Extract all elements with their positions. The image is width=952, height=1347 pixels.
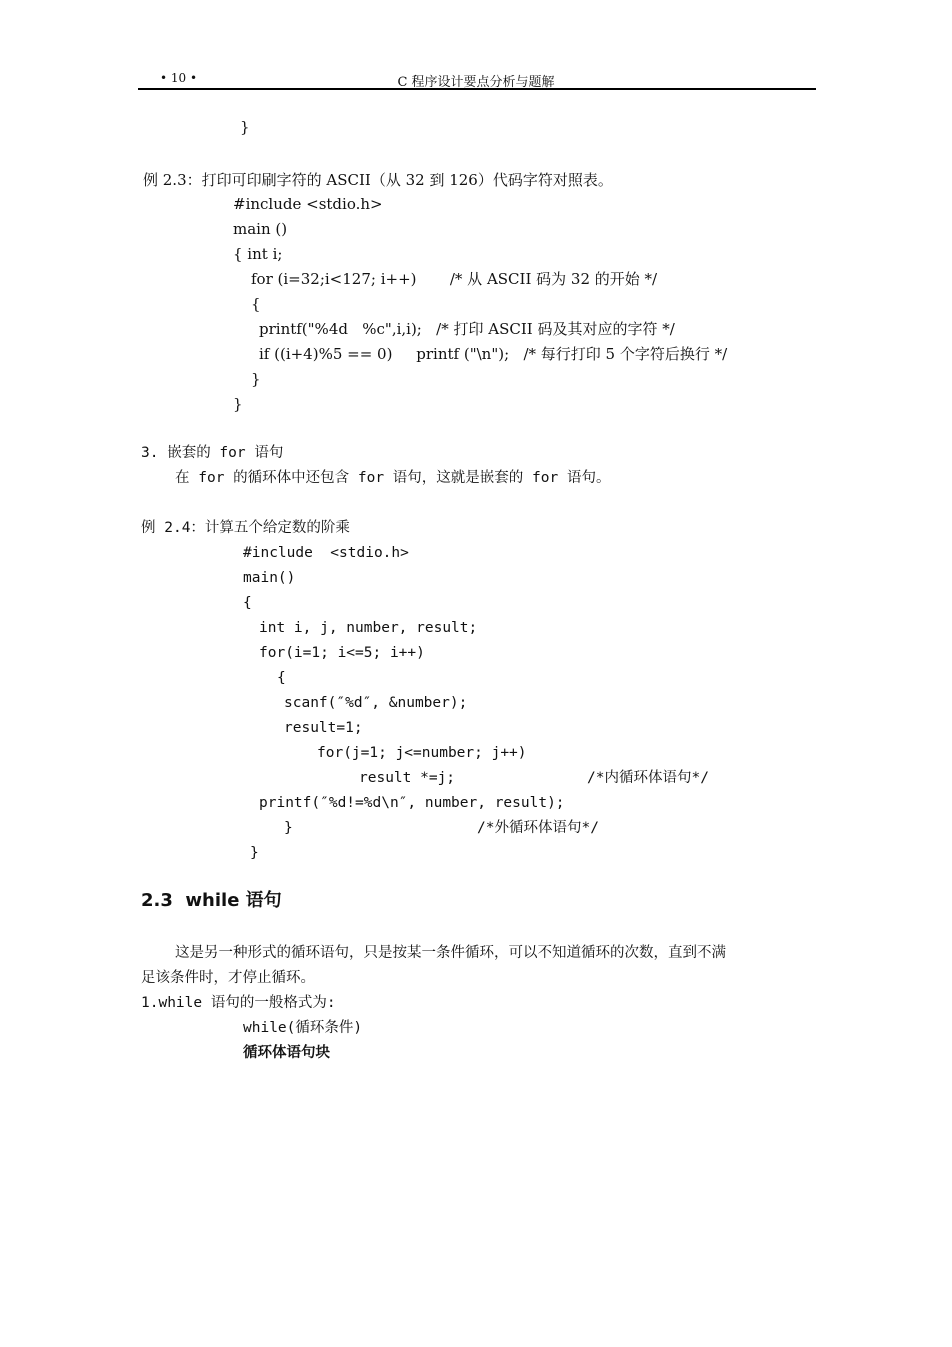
code-line: printf(″%d!=%d\n″, number, result);: [259, 795, 565, 811]
code-line: {: [277, 670, 286, 686]
section-3-body: 在 for 的循环体中还包含 for 语句，这就是嵌套的 for 语句。: [175, 470, 611, 486]
code-line: }: [251, 370, 261, 388]
paragraph-line: 足该条件时，才停止循环。: [141, 970, 315, 986]
running-title: C 程序设计要点分析与题解: [397, 75, 555, 90]
page-number: • 10 •: [160, 71, 198, 85]
code-line: #include <stdio.h>: [243, 545, 409, 561]
code-line: scanf(″%d″, &number);: [284, 695, 468, 711]
code-line: result *=j;: [359, 770, 456, 786]
example-2-3-title: 例 2.3：打印可印刷字符的 ASCII（从 32 到 126）代码字符对照表。: [143, 171, 613, 189]
code-line: printf("%4d %c",i,i); /* 打印 ASCII 码及其对应的字符 */: [259, 320, 675, 338]
code-line: result=1;: [284, 720, 363, 736]
code-line: #include <stdio.h>: [233, 195, 383, 213]
code-line: }: [233, 395, 243, 413]
code-line: if ((i+4)%5 == 0) printf ("\n"); /* 每行打印 5 个字符后换行 */: [259, 345, 728, 363]
code-line: main(): [243, 570, 296, 586]
code-comment: /*外循环体语句*/: [477, 820, 599, 836]
code-line: }: [250, 845, 259, 861]
code-line: main (): [233, 220, 288, 238]
code-line: {: [243, 595, 252, 611]
section-3-heading: 3. 嵌套的 for 语句: [141, 445, 284, 461]
section-2-3-heading: 2.3 while 语句: [141, 890, 282, 911]
while-format-heading: 1.while 语句的一般格式为:: [141, 995, 336, 1011]
code-line: for(j=1; j<=number; j++): [317, 745, 527, 761]
code-line: for(i=1; i<=5; i++): [259, 645, 425, 661]
code-line: }: [284, 820, 293, 836]
paragraph-line: 这是另一种形式的循环语句，只是按某一条件循环，可以不知道循环的次数，直到不满: [175, 945, 726, 961]
code-line: for (i=32;i<127; i++) /* 从 ASCII 码为 32 的开始 */: [251, 270, 658, 288]
code-line: while(循环条件): [243, 1020, 363, 1036]
code-closing-brace: }: [240, 118, 250, 136]
code-line: {: [251, 295, 261, 313]
code-line: 循环体语句块: [243, 1045, 330, 1061]
code-line: { int i;: [233, 245, 283, 263]
code-comment: /*内循环体语句*/: [587, 770, 709, 786]
example-2-4-title: 例 2.4：计算五个给定数的阶乘: [141, 520, 350, 536]
header-rule: [138, 88, 816, 90]
code-line: int i, j, number, result;: [259, 620, 478, 636]
